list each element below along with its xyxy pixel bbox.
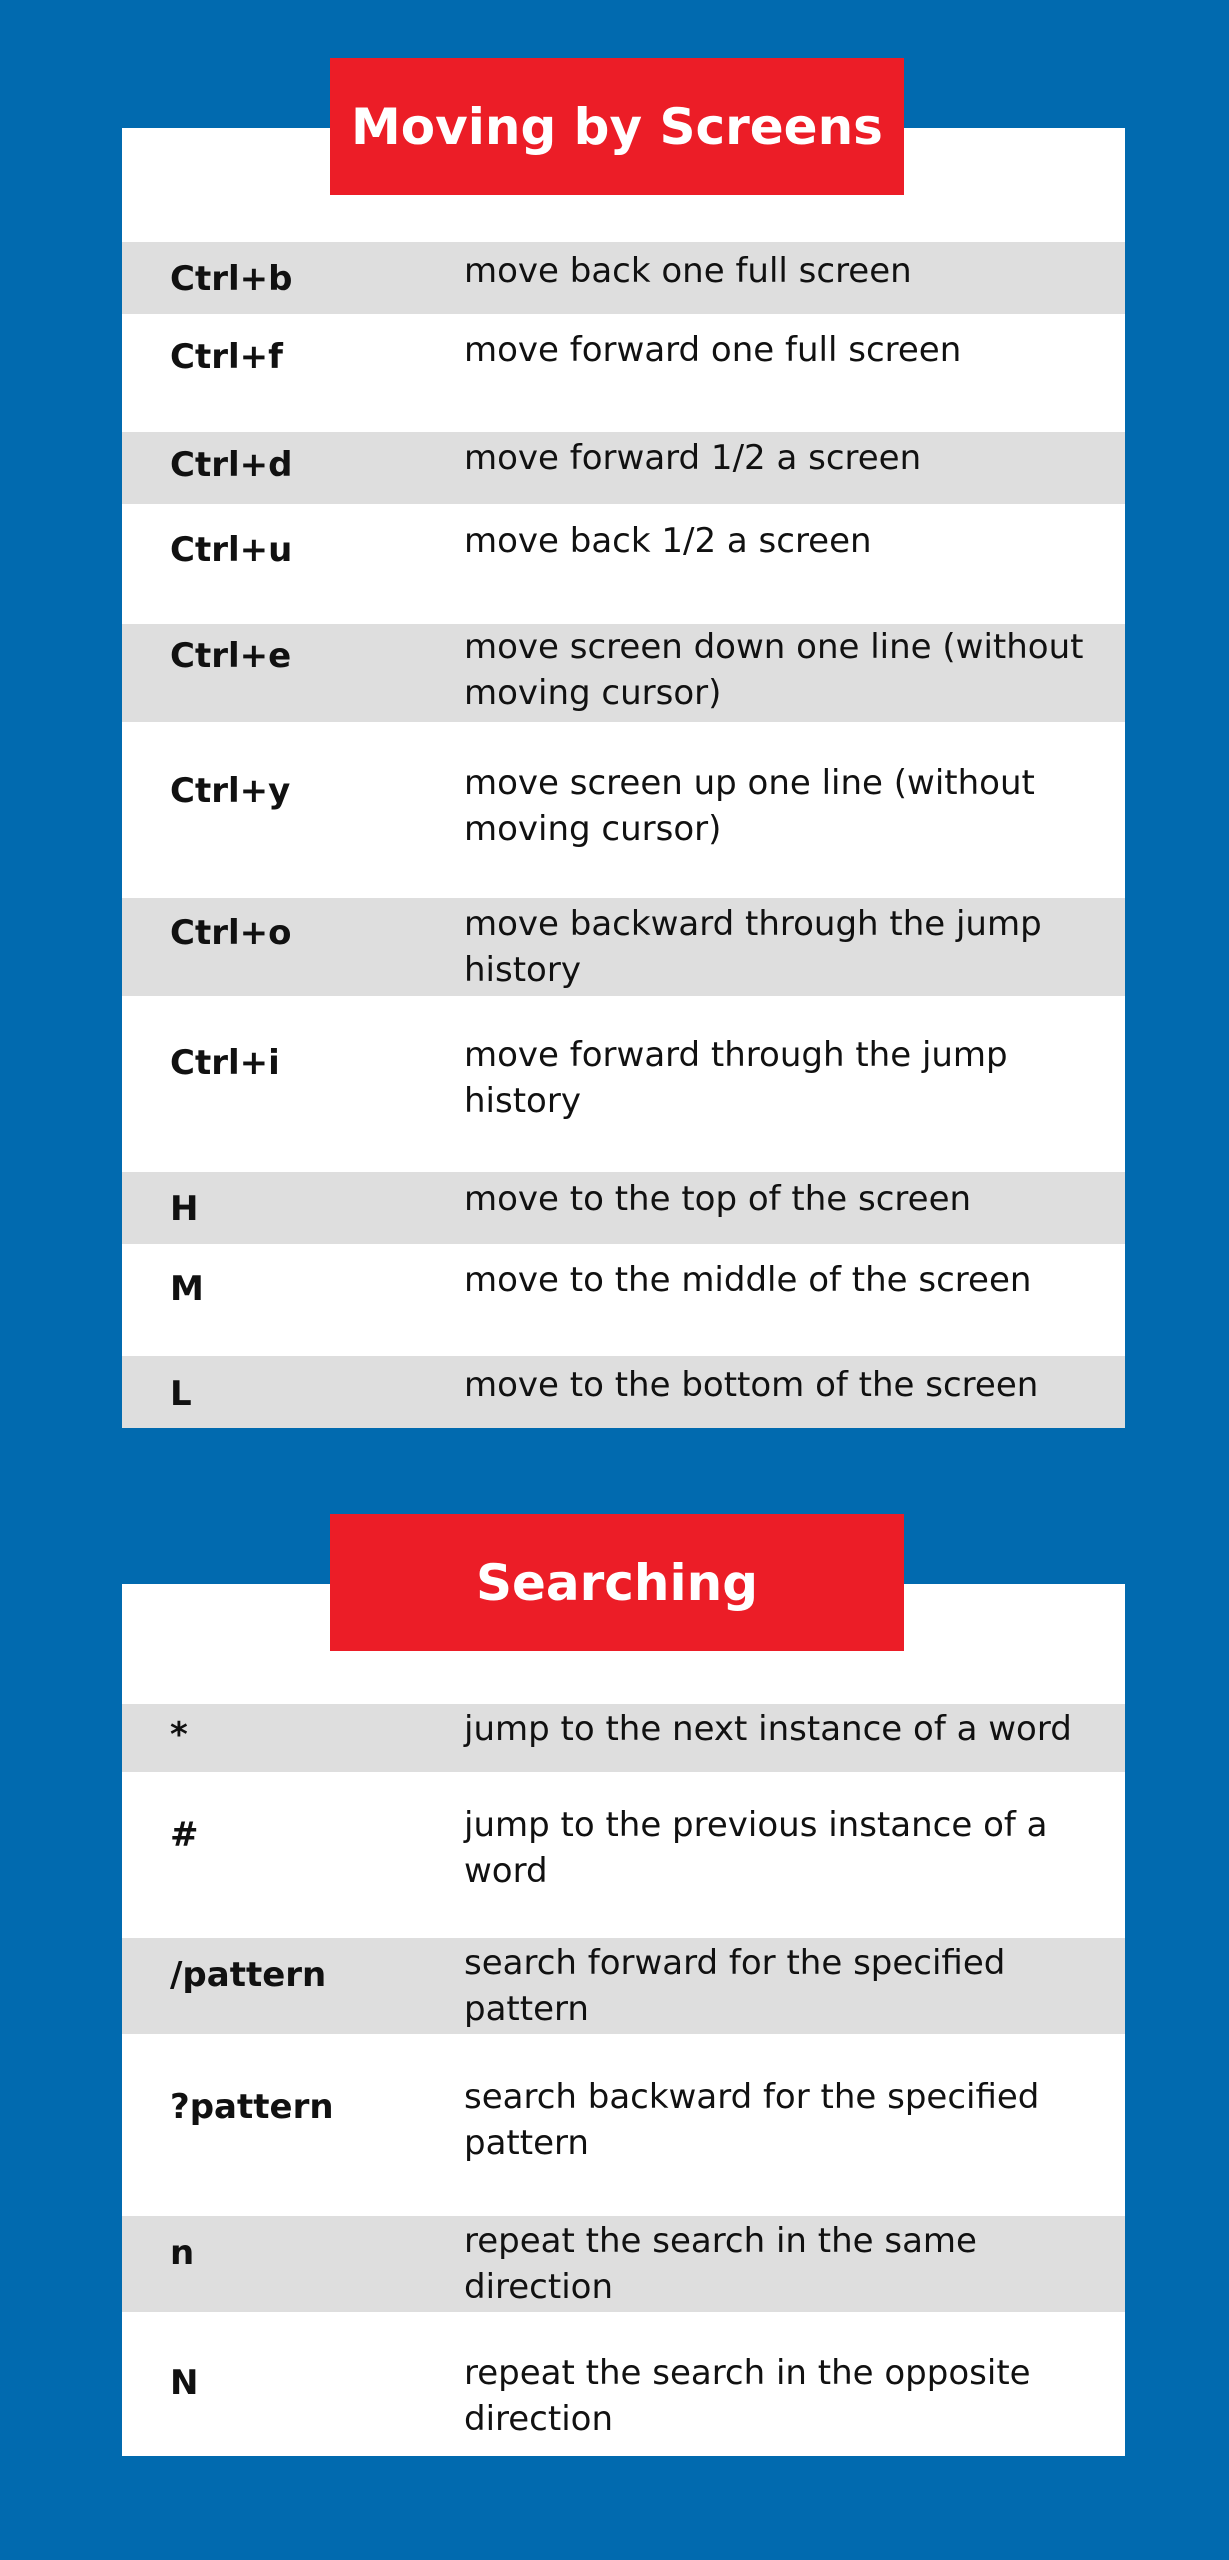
shortcut-key: Ctrl+u [170,530,293,570]
shortcut-key: /pattern [170,1955,327,1995]
moving-by-screens-card [122,128,1125,1428]
table-row [122,1938,1125,2034]
shortcut-key: N [170,2363,199,2403]
searching-card [122,1584,1125,2456]
shortcut-key: Ctrl+b [170,259,293,299]
table-row [122,624,1125,722]
shortcut-key: H [170,1189,199,1229]
table-row [122,1172,1125,1244]
table-row [122,2312,1125,2456]
shortcut-description: search backward for the specified pattern [464,2077,1040,2163]
section-title-banner: Moving by Screens [330,58,904,195]
table-row [122,2034,1125,2216]
shortcut-description: jump to the previous instance of a word [464,1805,1048,1891]
section-title-banner: Searching [330,1514,904,1651]
shortcut-description: move screen down one line (without moving cursor) [464,627,1084,713]
shortcut-description: move to the middle of the screen [464,1260,1032,1300]
table-row [122,1704,1125,1772]
shortcut-key: n [170,2233,195,2273]
shortcut-key: Ctrl+f [170,337,283,377]
shortcut-description: move backward through the jump history [464,904,1042,990]
shortcut-description: search forward for the specified pattern [464,1943,1006,2029]
shortcut-description: move back 1/2 a screen [464,521,872,561]
shortcut-key: Ctrl+o [170,913,292,953]
shortcut-description: move screen up one line (without moving cursor) [464,763,1035,849]
shortcut-description: repeat the search in the opposite direction [464,2353,1031,2439]
shortcut-key: M [170,1269,204,1309]
shortcut-key: L [170,1374,192,1414]
shortcut-description: repeat the search in the same direction [464,2221,977,2307]
table-row [122,504,1125,624]
shortcut-description: move forward 1/2 a screen [464,438,922,478]
table-row [122,242,1125,314]
table-row [122,1356,1125,1428]
table-row [122,432,1125,504]
table-row [122,996,1125,1172]
shortcut-description: move forward one full screen [464,330,962,370]
table-row [122,1244,1125,1356]
table-row [122,1772,1125,1938]
table-row [122,314,1125,432]
shortcut-key: ?pattern [170,2087,334,2127]
shortcut-key: * [170,1715,188,1755]
shortcut-key: # [170,1815,199,1855]
shortcut-key: Ctrl+i [170,1043,280,1083]
shortcut-key: Ctrl+y [170,771,291,811]
table-row [122,898,1125,996]
shortcut-description: move back one full screen [464,251,912,291]
shortcut-description: move to the top of the screen [464,1179,972,1219]
table-row [122,722,1125,898]
shortcut-description: move to the bottom of the screen [464,1365,1039,1405]
shortcut-key: Ctrl+e [170,636,292,676]
shortcut-description: move forward through the jump history [464,1035,1008,1121]
shortcut-key: Ctrl+d [170,445,293,485]
table-row [122,2216,1125,2312]
shortcut-description: jump to the next instance of a word [464,1709,1072,1749]
